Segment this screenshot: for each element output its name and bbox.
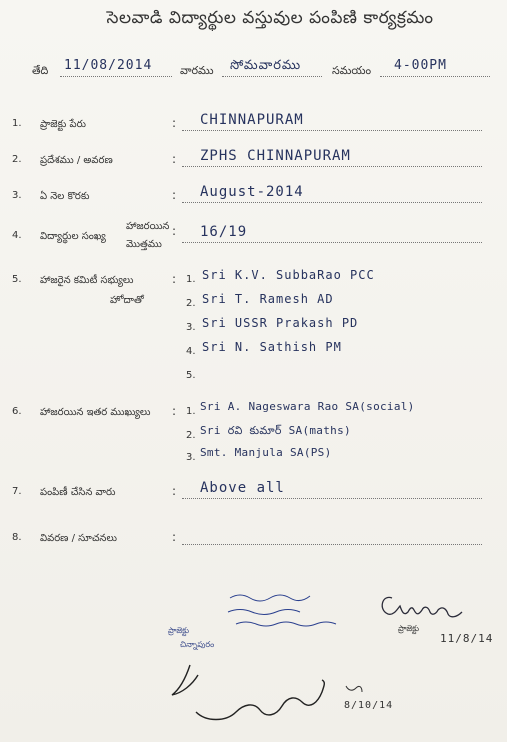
field-label: ప్రదేశము / అవరణ: [40, 155, 113, 166]
day-label: వారము: [180, 64, 214, 77]
time-label: సమయం: [332, 64, 372, 77]
field-colon: :: [172, 224, 177, 238]
project-label-left: ప్రాజెక్టు: [168, 626, 190, 635]
field-colon: :: [172, 484, 177, 498]
field-value: Above all: [200, 480, 285, 496]
field-label: హాజరయిన ఇతర ముఖ్యులు: [40, 407, 151, 418]
document-title: సెలవాడి విద్యార్థుల వస్తువుల పంపిణి కార్యక్రమం: [106, 8, 434, 28]
field-colon: :: [172, 116, 177, 130]
field-value: CHINNAPURAM: [200, 112, 304, 128]
field-number: 3.: [12, 190, 22, 201]
day-value: సోమవారము: [230, 58, 302, 73]
time-value: 4-00PM: [394, 58, 447, 73]
member-name: Sri రవి కుమార్ SA(maths): [200, 424, 351, 437]
committee-stamp: [228, 595, 336, 626]
member-name: Sri K.V. SubbaRao PCC: [202, 268, 375, 282]
member-number: 4.: [186, 346, 196, 357]
field-sublabel-total: మొత్తము: [126, 239, 162, 250]
field-value: August-2014: [200, 184, 304, 200]
field-number: 5.: [12, 274, 22, 285]
field-sublabel-present: హాజరయిన: [126, 221, 170, 232]
sign-date-right: 11/8/14: [440, 632, 494, 645]
field-colon: :: [172, 272, 177, 286]
member-name: Sri T. Ramesh AD: [202, 292, 334, 306]
field-label: పంపిణీ చేసిన వారు: [40, 487, 116, 498]
field-label: ఏ నెల కొరకు: [40, 191, 90, 202]
member-number: 1.: [186, 406, 196, 417]
field-label: హాజరైన కమిటీ సభ్యులు: [40, 275, 134, 286]
field-number: 2.: [12, 154, 22, 165]
member-name: Sri N. Sathish PM: [202, 340, 342, 354]
member-name: Sri A. Nageswara Rao SA(social): [200, 400, 415, 413]
field-value: ZPHS CHINNAPURAM: [200, 148, 351, 164]
field-number: 4.: [12, 230, 22, 241]
member-name: Smt. Manjula SA(PS): [200, 446, 332, 459]
member-number: 2.: [186, 430, 196, 441]
date-label: తేది: [32, 64, 49, 77]
signature-right: [382, 597, 462, 616]
field-label: ప్రాజెక్టు పేరు: [40, 119, 86, 130]
field-colon: :: [172, 152, 177, 166]
field-label: విద్యార్థుల సంఖ్య: [40, 231, 106, 242]
field-colon: :: [172, 188, 177, 202]
project-label-right: ప్రాజెక్టు: [398, 624, 420, 633]
field-colon: :: [172, 530, 177, 544]
member-number: 3.: [186, 322, 196, 333]
signature-bottom: [172, 665, 324, 720]
field-sublabel-designation: హోదాతో: [110, 295, 144, 306]
member-number: 1.: [186, 274, 196, 285]
member-number: 2.: [186, 298, 196, 309]
field-number: 1.: [12, 118, 22, 129]
member-number: 5.: [186, 370, 196, 381]
stamp-location: చిన్నాపురం: [180, 640, 215, 649]
member-name: Sri USSR Prakash PD: [202, 316, 359, 330]
field-value: 16/19: [200, 224, 248, 240]
field-colon: :: [172, 404, 177, 418]
sign-date-bottom: 8/10/14: [344, 700, 394, 711]
field-number: 6.: [12, 406, 22, 417]
field-label: వివరణ / సూచనలు: [40, 533, 118, 544]
bottom-initials: [346, 686, 362, 692]
member-number: 3.: [186, 452, 196, 463]
field-number: 8.: [12, 532, 22, 543]
date-value: 11/08/2014: [64, 58, 153, 73]
field-number: 7.: [12, 486, 22, 497]
